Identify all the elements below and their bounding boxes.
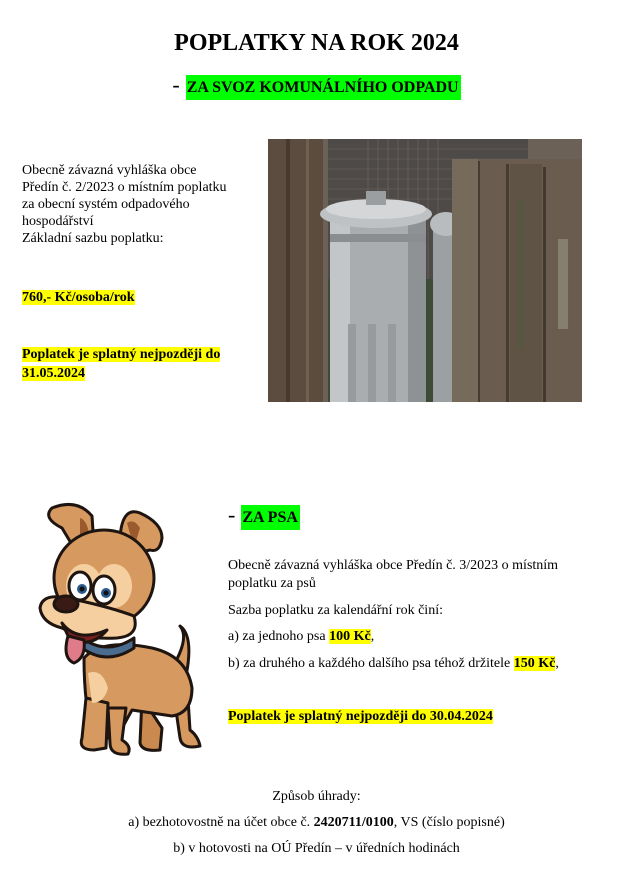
dog-decree-text: [228, 557, 628, 593]
waste-bins-photo: [268, 139, 582, 402]
bank-account-number: 2420711/0100: [313, 815, 394, 830]
page-title: POPLATKY NA ROK 2024: [174, 30, 459, 56]
dog-rate-b: [228, 655, 559, 672]
waste-decree-text: [22, 162, 267, 247]
waste-due-line1: Poplatek je splatný nejpozději do: [22, 347, 221, 362]
rate-a-label: a) za jednoho psa: [228, 629, 330, 644]
payment-a-prefix: a) bezhotovostně na účet obce č.: [128, 815, 314, 830]
payment-heading: Způsob úhrady:: [272, 789, 361, 804]
rate-a-amount: 100 Kč: [329, 629, 371, 644]
rate-b-suffix: ,: [555, 656, 559, 671]
waste-rate-value: 760,- Kč/osoba/rok: [22, 290, 135, 305]
decree-line: poplatku za psů: [228, 576, 316, 591]
payment-option-b: b) v hotovosti na OÚ Předín – v úředních hodinách: [173, 841, 460, 856]
dog-due: [228, 708, 493, 725]
dog-rate-intro: Sazba poplatku za kalendářní rok činí:: [228, 603, 443, 618]
payment-a-suffix: , VS (číslo popisné): [393, 815, 505, 830]
dog-rate-a: [228, 628, 374, 645]
decree-line: za obecní systém odpadového: [22, 197, 190, 212]
decree-line: Základní sazbu poplatku:: [22, 231, 164, 246]
decree-line: Předín č. 2/2023 o místním poplatku: [22, 180, 227, 195]
dash: -: [172, 72, 180, 97]
waste-section-heading: [0, 72, 633, 101]
rate-b-amount: 150 Kč: [513, 656, 556, 671]
decree-line: Obecně závazná vyhláška obce Předín č. 3/2023 o místním: [228, 558, 559, 573]
dash: -: [228, 502, 236, 527]
rate-b-label: b) za druhého a každého dalšího psa téhož držitele: [228, 656, 514, 671]
dog-illustration: [22, 498, 218, 760]
waste-rate: [22, 289, 135, 306]
dog-section-heading: [228, 502, 300, 531]
decree-line: hospodářství: [22, 214, 94, 229]
waste-due-line2: 31.05.2024: [22, 366, 85, 381]
rate-a-suffix: ,: [370, 629, 375, 644]
waste-heading-highlight: ZA SVOZ KOMUNÁLNÍHO ODPADU: [186, 75, 461, 100]
decree-line: Obecně závazná vyhláška obce: [22, 163, 197, 178]
payment-option-a: [0, 815, 633, 831]
dog-due-text: Poplatek je splatný nejpozději do 30.04.2024: [228, 709, 493, 724]
waste-due: [22, 345, 220, 383]
dog-heading-highlight: ZA PSA: [241, 505, 300, 530]
